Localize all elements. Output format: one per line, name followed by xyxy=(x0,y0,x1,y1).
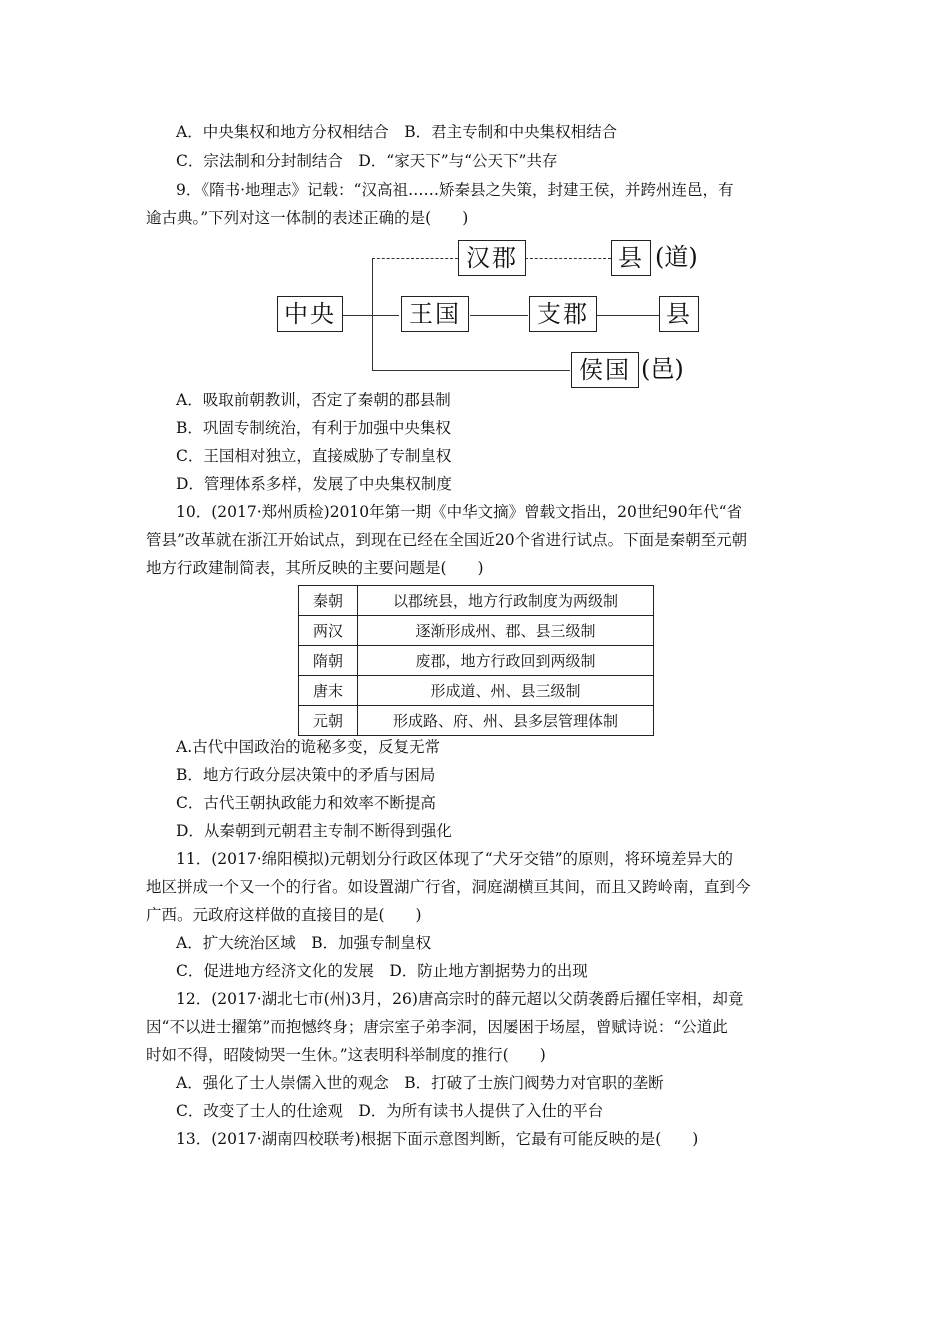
q9-option-d: D．管理体系多样，发展了中央集权制度 xyxy=(176,475,452,493)
q12-option-cd: C．改变了士人的仕途观 D．为所有读书人提供了入仕的平台 xyxy=(176,1102,604,1120)
diagram-label-dao: (道) xyxy=(655,243,698,271)
table-cell-dynasty: 隋朝 xyxy=(299,646,358,676)
q9-option-c: C．王国相对独立，直接威胁了专制皇权 xyxy=(176,447,452,465)
table-cell-system: 形成路、府、州、县多层管理体制 xyxy=(358,706,654,736)
q8-option-ab: A．中央集权和地方分权相结合 B．君主专制和中央集权相结合 xyxy=(176,123,618,141)
q13-stem-line1: 13．(2017·湖南四校联考)根据下面示意图判断，它最有可能反映的是( ) xyxy=(176,1130,699,1148)
q9-stem-line2: 逾古典。”下列对这一体制的表述正确的是( ) xyxy=(146,209,469,227)
table-cell-dynasty: 唐末 xyxy=(299,676,358,706)
table-cell-dynasty: 秦朝 xyxy=(299,586,358,616)
diagram-connector-xian xyxy=(595,315,659,316)
diagram-label-yi: (邑) xyxy=(641,355,684,383)
q11-option-ab: A．扩大统治区域 B．加强专制皇权 xyxy=(176,934,432,952)
q10-option-d: D．从秦朝到元朝君主专制不断得到强化 xyxy=(176,822,452,840)
diagram-box-xian: 县 xyxy=(659,296,699,332)
table-row xyxy=(299,646,654,676)
table-cell-system: 以郡统县，地方行政制度为两级制 xyxy=(358,586,654,616)
diagram-box-xian-dao: 县 xyxy=(611,240,651,276)
q10-option-a: A.古代中国政治的诡秘多变，反复无常 xyxy=(176,738,441,756)
q10-option-c: C．古代王朝执政能力和效率不断提高 xyxy=(176,794,436,812)
q12-stem-line3: 时如不得，昭陵恸哭一生休。”这表明科举制度的推行( ) xyxy=(146,1046,546,1064)
table-cell-system: 废郡，地方行政回到两级制 xyxy=(358,646,654,676)
q10-option-b: B．地方行政分层决策中的矛盾与困局 xyxy=(176,766,436,784)
q10-stem-line1: 10．(2017·郑州质检)2010年第一期《中华文摘》曾载文指出，20世纪90年代“省 xyxy=(176,503,743,521)
diagram-connector-houguo xyxy=(372,370,570,371)
diagram-box-wangguo: 王国 xyxy=(401,296,469,332)
q11-option-cd: C．促进地方经济文化的发展 D．防止地方割据势力的出现 xyxy=(176,962,588,980)
q9-option-a: A．吸取前朝教训，否定了秦朝的郡县制 xyxy=(176,391,451,409)
table-row xyxy=(299,586,654,616)
table-cell-system: 逐渐形成州、郡、县三级制 xyxy=(358,616,654,646)
q11-stem-line1: 11．(2017·绵阳模拟)元朝划分行政区体现了“犬牙交错”的原则，将环境差异大的 xyxy=(176,850,734,868)
table-row xyxy=(299,616,654,646)
q11-stem-line3: 广西。元政府这样做的直接目的是( ) xyxy=(146,906,422,924)
q12-stem-line1: 12．(2017·湖北七市(州)3月，26)唐高宗时的薛元超以父荫袭爵后擢任宰相，却竟 xyxy=(176,990,744,1008)
diagram-box-houguo: 侯国 xyxy=(571,352,639,388)
diagram-connector-wangguo xyxy=(341,315,399,316)
q9-option-b: B．巩固专制统治，有利于加强中央集权 xyxy=(176,419,451,437)
q12-option-ab: A．强化了士人崇儒入世的观念 B．打破了士族门阀势力对官职的垄断 xyxy=(176,1074,664,1092)
diagram-box-central: 中央 xyxy=(277,296,343,332)
table-row xyxy=(299,706,654,736)
q12-stem-line2: 因“不以进士擢第”而抱憾终身；唐宗室子弟李洞，因屡困于场屋，曾赋诗说：“公道此 xyxy=(146,1018,728,1036)
q9-hierarchy-diagram xyxy=(275,238,710,390)
q10-stem-line2: 管县”改革就在浙江开始试点，到现在已经在全国近20个省进行试点。下面是秦朝至元朝 xyxy=(146,531,748,549)
q10-stem-line3: 地方行政建制简表，其所反映的主要问题是( ) xyxy=(146,559,484,577)
table-cell-system: 形成道、州、县三级制 xyxy=(358,676,654,706)
diagram-connector-zhijun xyxy=(470,315,528,316)
diagram-box-zhijun: 支郡 xyxy=(529,296,597,332)
diagram-box-hanjun: 汉郡 xyxy=(458,240,526,276)
diagram-connector-hanjun xyxy=(372,258,458,259)
diagram-connector-xian-dao xyxy=(525,258,611,259)
table-cell-dynasty: 元朝 xyxy=(299,706,358,736)
table-row xyxy=(299,676,654,706)
q10-dynasty-table xyxy=(298,585,654,736)
q11-stem-line2: 地区拼成一个又一个的行省。如设置湖广行省，洞庭湖横亘其间，而且又跨岭南，直到今 xyxy=(146,878,751,896)
q9-stem-line1: 9．《隋书·地理志》记载：“汉高祖……矫秦县之失策，封建王侯，并跨州连邑，有 xyxy=(176,181,734,199)
q8-option-cd: C．宗法制和分封制结合 D．“家天下”与“公天下”共存 xyxy=(176,152,558,170)
table-cell-dynasty: 两汉 xyxy=(299,616,358,646)
